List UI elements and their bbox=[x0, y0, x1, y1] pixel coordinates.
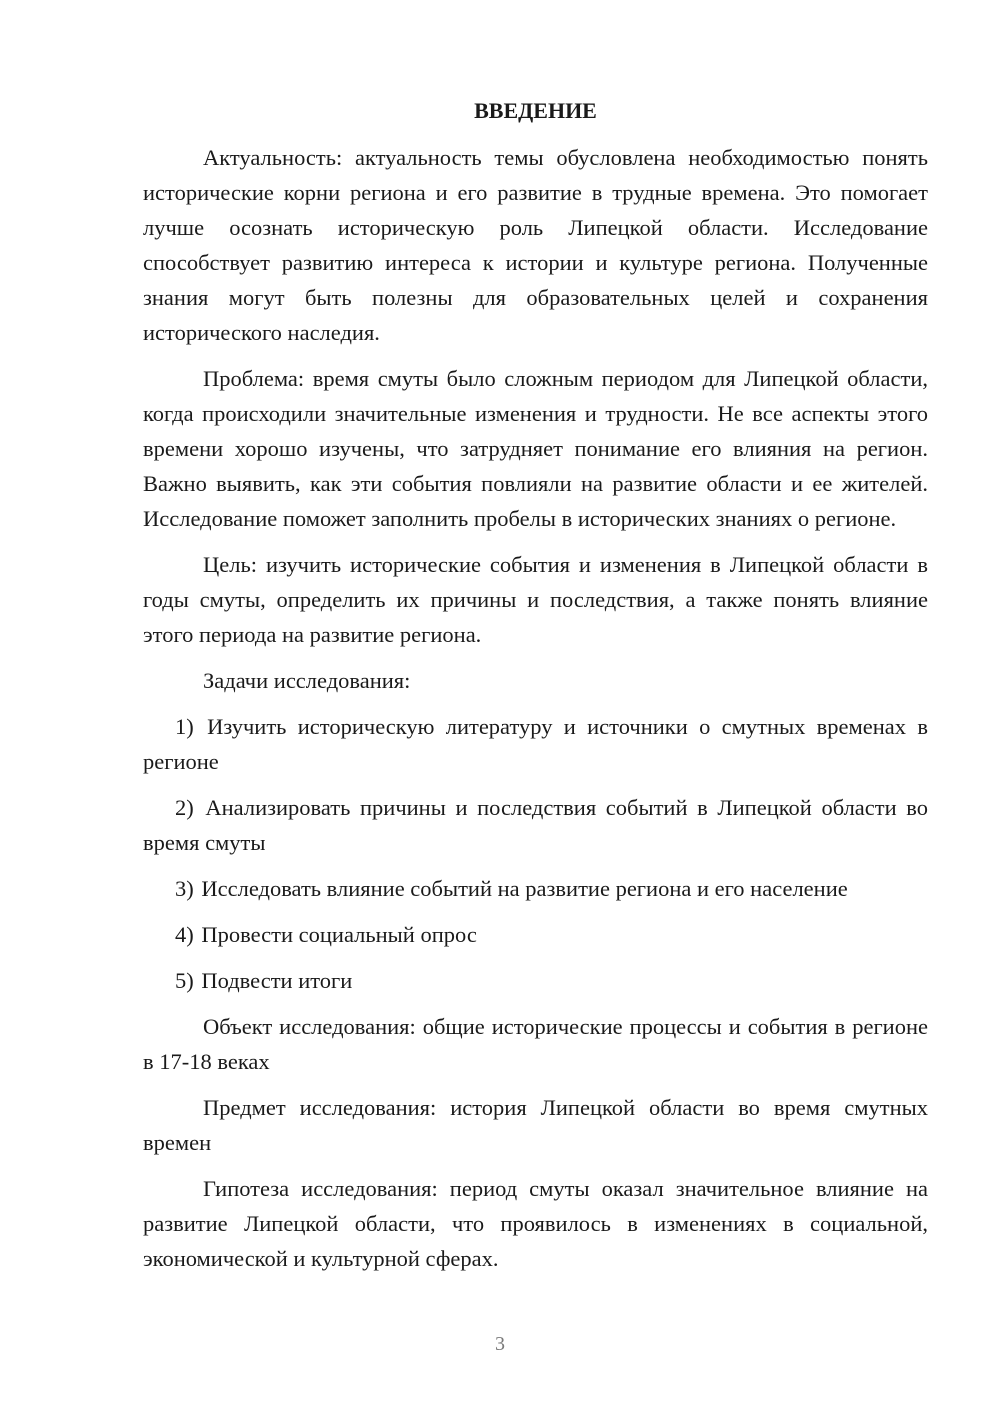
paragraph-goal: Цель: изучить исторические события и изменения в Липецкой области в годы смуты, определить их причины и последствия, а также понять влияние этого периода на развитие региона. bbox=[143, 552, 928, 647]
task-number: 3) bbox=[175, 876, 194, 901]
paragraph-hypothesis: Гипотеза исследования: период смуты оказал значительное влияние на развитие Липецкой области, что проявилось в изменениях в социальной, экономической и культурной сферах. bbox=[143, 1176, 928, 1271]
paragraph-subject: Предмет исследования: история Липецкой области во время смутных времен bbox=[143, 1095, 928, 1155]
task-item bbox=[143, 871, 928, 906]
task-number: 4) bbox=[175, 922, 194, 947]
task-item bbox=[143, 917, 928, 952]
tasks-list bbox=[143, 709, 928, 998]
task-text: Изучить историческую литературу и источники о смутных временах в регионе bbox=[143, 714, 928, 774]
page-number: 3 bbox=[495, 1333, 505, 1355]
task-item bbox=[143, 963, 928, 998]
task-text: Исследовать влияние событий на развитие региона и его население bbox=[201, 876, 848, 901]
task-number: 5) bbox=[175, 968, 194, 993]
task-text: Провести социальный опрос bbox=[201, 922, 477, 947]
task-item bbox=[143, 709, 928, 779]
paragraph-problem: Проблема: время смуты было сложным периодом для Липецкой области, когда происходили значительные изменения и трудности. Не все аспекты этого времени хорошо изучены, что затрудняет понимание его влияния на регион. Важно выявить, как эти события повлияли на развитие области и ее жителей. Исследование поможет заполнить пробелы в исторических знаниях о регионе. bbox=[143, 366, 928, 531]
task-item bbox=[143, 790, 928, 860]
document-page bbox=[143, 94, 928, 1287]
task-number: 1) bbox=[175, 714, 194, 739]
section-title: ВВЕДЕНИЕ bbox=[474, 98, 597, 123]
paragraph-object: Объект исследования: общие исторические процессы и события в регионе в 17-18 веках bbox=[143, 1014, 928, 1074]
paragraph-tasks-heading: Задачи исследования: bbox=[203, 668, 411, 693]
task-number: 2) bbox=[175, 795, 194, 820]
task-text: Анализировать причины и последствия событий в Липецкой области во время смуты bbox=[143, 795, 928, 855]
paragraph-relevance: Актуальность: актуальность темы обусловлена необходимостью понять исторические корни региона и его развитие в трудные времена. Это помогает лучше осознать историческую роль Липецкой области. Исследование способствует развитию интереса к истории и культуре региона. Полученные знания могут быть полезны для образовательных целей и сохранения исторического наследия. bbox=[143, 145, 928, 345]
task-text: Подвести итоги bbox=[201, 968, 353, 993]
